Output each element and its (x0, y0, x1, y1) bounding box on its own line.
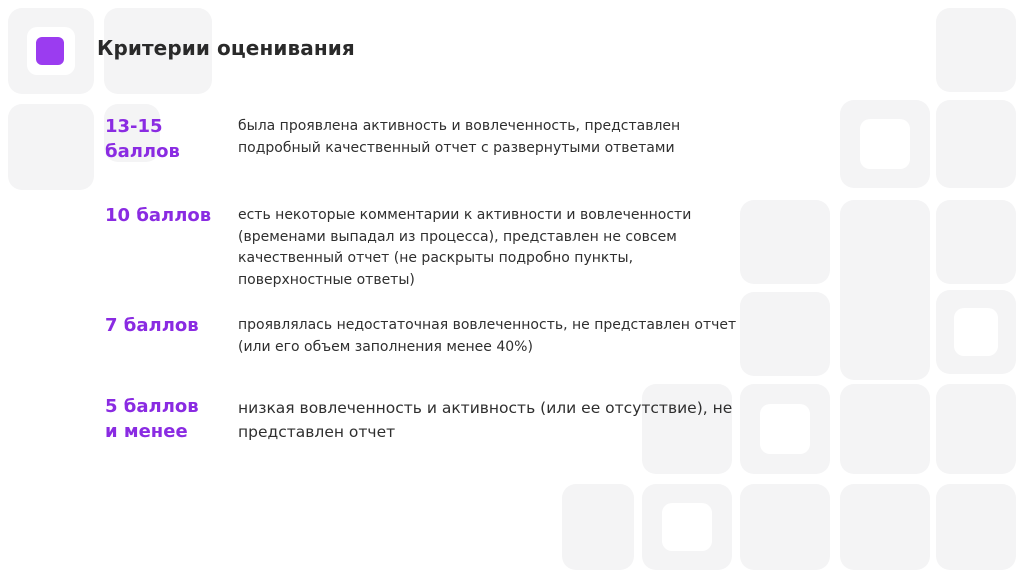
criterion-description: есть некоторые комментарии к активности и вовлеченности (временами выпадал из процесса), представлен не совсем качественный отчет (не раскрыты подробно пункты, поверхностные ответы) (238, 207, 692, 288)
criterion-score: 10 баллов (105, 205, 212, 226)
criterion-description: проявлялась недостаточная вовлеченность, не представлен отчет (или его объем заполнения менее 40%) (238, 317, 737, 355)
criterion-description: низкая вовлеченность и активность (или ее отсутствие), не представлен отчет (238, 399, 733, 441)
slide-title: Критерии оценивания (97, 36, 355, 60)
criterion-score: 5 баллов и менее (105, 396, 199, 442)
criterion-description: была проявлена активность и вовлеченность, представлен подробный качественный отчет с развернутыми ответами (238, 118, 681, 156)
logo-square-icon (36, 37, 64, 65)
criterion-score: 7 баллов (105, 315, 199, 336)
criterion-score: 13-15 баллов (105, 116, 180, 162)
